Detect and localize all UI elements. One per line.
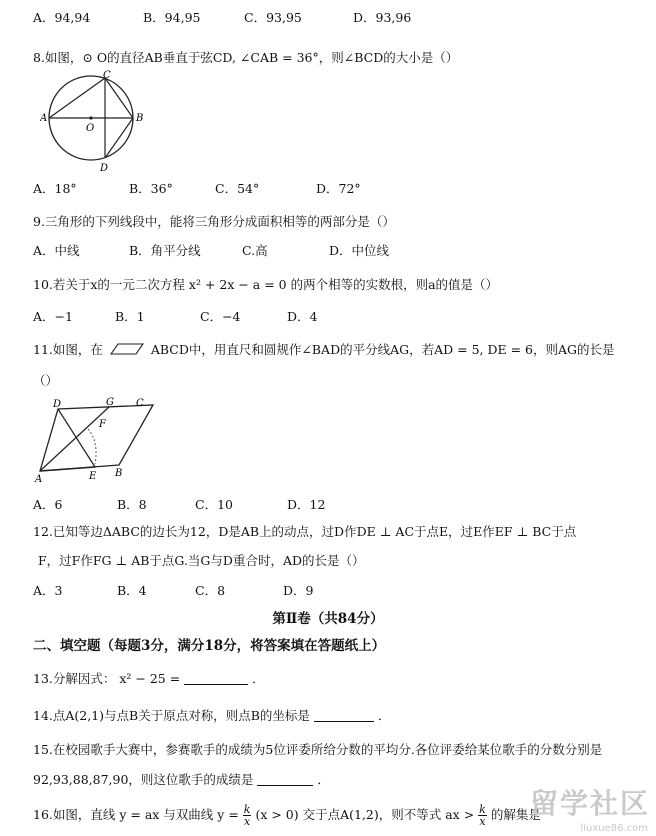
q15-tail: ． <box>317 772 330 787</box>
segment-ae-highlight <box>40 467 95 471</box>
label-b: B <box>115 468 123 479</box>
label-e: E <box>89 471 97 482</box>
q14-question <box>33 706 390 724</box>
segment-bd <box>105 118 133 158</box>
q11-paren: （） <box>33 373 59 388</box>
label-d: D <box>53 399 62 410</box>
label-d: D <box>100 163 109 174</box>
label-o: O <box>86 123 95 134</box>
q8-option-c: C．54° <box>215 181 260 196</box>
q15-question-line2 <box>33 770 330 788</box>
q14-answer-blank[interactable] <box>314 709 374 722</box>
q12-option-c: C．8 <box>195 583 226 598</box>
q11-option-c: C．10 <box>195 497 233 512</box>
label-g: G <box>106 397 114 408</box>
q12-option-a: A．3 <box>33 583 63 598</box>
q10-option-a: A．−1 <box>33 309 73 324</box>
q11-question <box>33 340 615 358</box>
q11-option-d: D．12 <box>287 497 326 512</box>
q9-option-a: A．中线 <box>33 243 80 258</box>
q16-frac1-num: k <box>243 803 251 816</box>
q12-question-line1: 12.已知等边ΔABC的边长为12，D是AB上的动点，过D作DE ⊥ AC于点E，过E作EF ⊥ BC于点 <box>33 524 577 539</box>
q7-option-c: C．93,95 <box>244 10 302 25</box>
q10-question: 10.若关于x的一元二次方程 x² + 2x − a = 0 的两个相等的实数根，则a的值是（） <box>33 277 499 292</box>
q16-fraction-2 <box>478 804 487 827</box>
q8-question: 8.如图，⊙ O的直径AB垂直于弦CD, ∠CAB = 36°，则∠BCD的大小是（） <box>33 50 459 65</box>
label-a: A <box>35 474 43 485</box>
q14-text: 14.点A(2,1)与点B关于原点对称，则点B的坐标是 <box>33 708 310 723</box>
q16-text-a: 16.如图，直线 y = ax 与双曲线 y = <box>33 807 239 822</box>
q10-option-c: C．−4 <box>200 309 241 324</box>
q11-text-b: ABCD中，用直尺和圆规作∠BAD的平分线AG，若AD = 5, DE = 6，则AG的长是 <box>150 342 615 357</box>
q7-option-a: A．94,94 <box>33 10 91 25</box>
q16-question <box>33 804 541 827</box>
q12-option-d: D．9 <box>283 583 314 598</box>
q7-option-b: B．94,95 <box>143 10 201 25</box>
label-b: B <box>136 113 144 124</box>
q16-frac2-num: k <box>479 803 486 816</box>
q12-question-line2: F，过F作FG ⊥ AB于点G.当G与D重合时，AD的长是（） <box>38 553 365 568</box>
section2-heading: 二、填空题（每题3分，满分18分，将答案填在答题纸上） <box>33 638 386 654</box>
label-c: C <box>136 398 144 409</box>
q10-option-d: D．4 <box>287 309 318 324</box>
q8-option-a: A．18° <box>33 181 77 196</box>
parallelogram-icon <box>110 343 144 355</box>
q13-tail: ． <box>252 671 265 686</box>
parallelogram-abcd <box>40 405 153 471</box>
segment-de <box>58 409 95 467</box>
q11-option-b: B．8 <box>117 497 147 512</box>
watermark <box>490 782 650 832</box>
q16-text-c: 的解集是 <box>490 807 541 822</box>
q8-circle-figure <box>40 70 150 180</box>
q16-frac1-den: x <box>244 815 251 828</box>
q13-text: 13.分解因式： x² − 25 = <box>33 671 181 686</box>
label-f: F <box>99 419 106 430</box>
q9-question: 9.三角形的下列线段中，能将三角形分成面积相等的两部分是（） <box>33 214 395 229</box>
q11-option-a: A．6 <box>33 497 63 512</box>
q8-option-d: D．72° <box>316 181 361 196</box>
q13-question <box>33 669 265 687</box>
q9-option-d: D．中位线 <box>329 243 390 258</box>
q14-tail: ． <box>377 708 391 723</box>
q16-fraction-1 <box>243 804 252 827</box>
label-a: A <box>40 113 48 124</box>
q7-option-d: D．93,96 <box>353 10 412 25</box>
label-c: C <box>103 70 111 81</box>
segment-bc <box>105 78 133 118</box>
q11-text-a: 11.如图，在 <box>33 342 103 357</box>
q15-answer-blank[interactable] <box>257 773 313 786</box>
segment-ac <box>49 78 105 118</box>
segment-ag <box>40 407 109 471</box>
q9-option-c: C.高 <box>242 243 268 258</box>
q15-question-line1: 15.在校园歌手大赛中，参赛歌手的成绩为5位评委所给分数的平均分.各位评委给某位歌手的分数分别是 <box>33 742 603 757</box>
center-dot <box>89 116 92 119</box>
watermark-url: liuxue86.com <box>580 823 648 834</box>
q11-parallelogram-figure <box>33 396 163 486</box>
q16-text-b: (x > 0) 交于点A(1,2)，则不等式 ax > <box>255 807 475 822</box>
part2-title: 第Ⅱ卷（共84分） <box>272 611 384 627</box>
q13-answer-blank[interactable] <box>184 672 248 685</box>
q8-option-b: B．36° <box>129 181 173 196</box>
q16-frac2-den: x <box>479 815 486 828</box>
q12-option-b: B．4 <box>117 583 147 598</box>
q10-option-b: B．1 <box>115 309 145 324</box>
q9-option-b: B．角平分线 <box>129 243 201 258</box>
watermark-logo-text: 留学社区 <box>529 787 650 820</box>
q15-text-b: 92,93,88,87,90，则这位歌手的成绩是 <box>33 772 254 787</box>
